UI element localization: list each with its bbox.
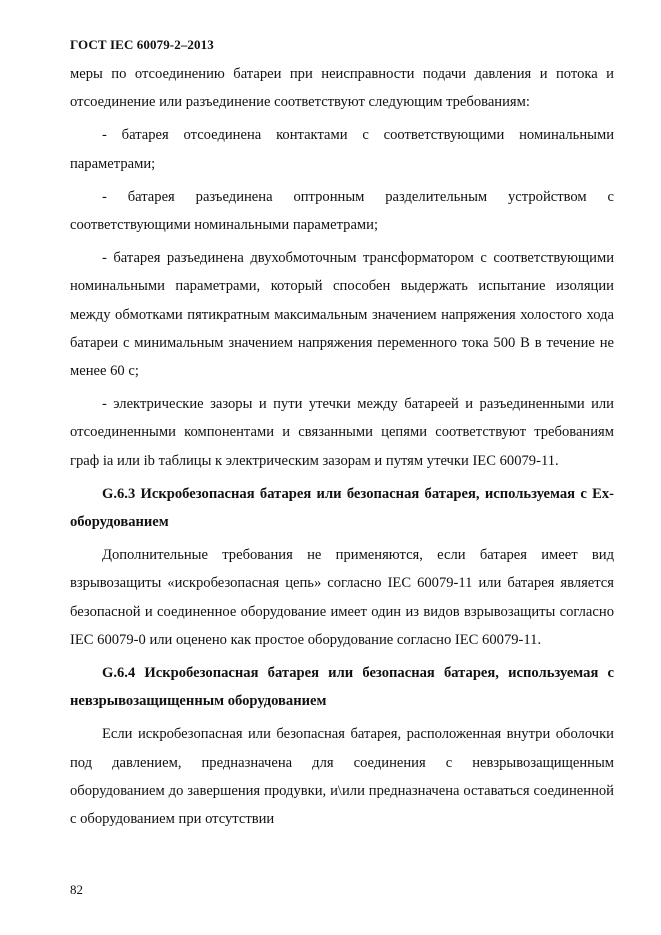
section-heading-g63: G.6.3 Искробезопасная батарея или безопасная батарея, используемая с Ex-оборудованием [70, 485, 614, 531]
page-number: 82 [70, 882, 83, 897]
list-item-transformer: - батарея разъединена двухобмоточным трансформатором с соответствующими номинальными параметрами, который способен выдержать испытание изоляции между обмотками пятикратным максимальным значением напряжения холостого хода батареи с минимальным значением напряжения переменного тока 500 В в течение не менее 60 с; [70, 250, 614, 380]
paragraph-g64: Если искробезопасная или безопасная батарея, расположенная внутри оболочки под давлением, предназначена для соединения с невзрывозащищенным оборудованием до завершения продувки, и\или предназначена оставаться соединенной с оборудованием при отсутствии [70, 726, 614, 828]
list-item-clearances: - электрические зазоры и пути утечки между батареей и разъединенными или отсоединенными компонентами и связанными цепями соответствуют требованиям граф ia или ib таблицы к электрическим зазорам и путям утечки IEC 60079-11. [70, 396, 614, 469]
section-heading-g64: G.6.4 Искробезопасная батарея или безопасная батарея, используемая с невзрывозащищенным оборудованием [70, 665, 614, 710]
list-item-optocoupler: - батарея разъединена оптронным разделительным устройством с соответствующими номинальными параметрами; [70, 188, 614, 234]
list-item-contacts: - батарея отсоединена контактами с соответствующими номинальными параметрами; [70, 127, 614, 172]
standard-header: ГОСТ IEC 60079-2–2013 [70, 37, 214, 52]
paragraph-g63: Дополнительные требования не применяются, если батарея имеет вид взрывозащиты «искробезопасная цепь» согласно IEC 60079-11 или батарея является безопасной и соединенное оборудование имеет один из видов взрывозащиты согласно IEC 60079-0 или оценено как простое оборудование согласно IEC 60079-11. [70, 547, 614, 648]
paragraph-intro: меры по отсоединению батареи при неисправности подачи давления и потока и отсоединение или разъединение соответствуют следующим требованиям: [70, 66, 614, 111]
document-body [70, 60, 614, 833]
